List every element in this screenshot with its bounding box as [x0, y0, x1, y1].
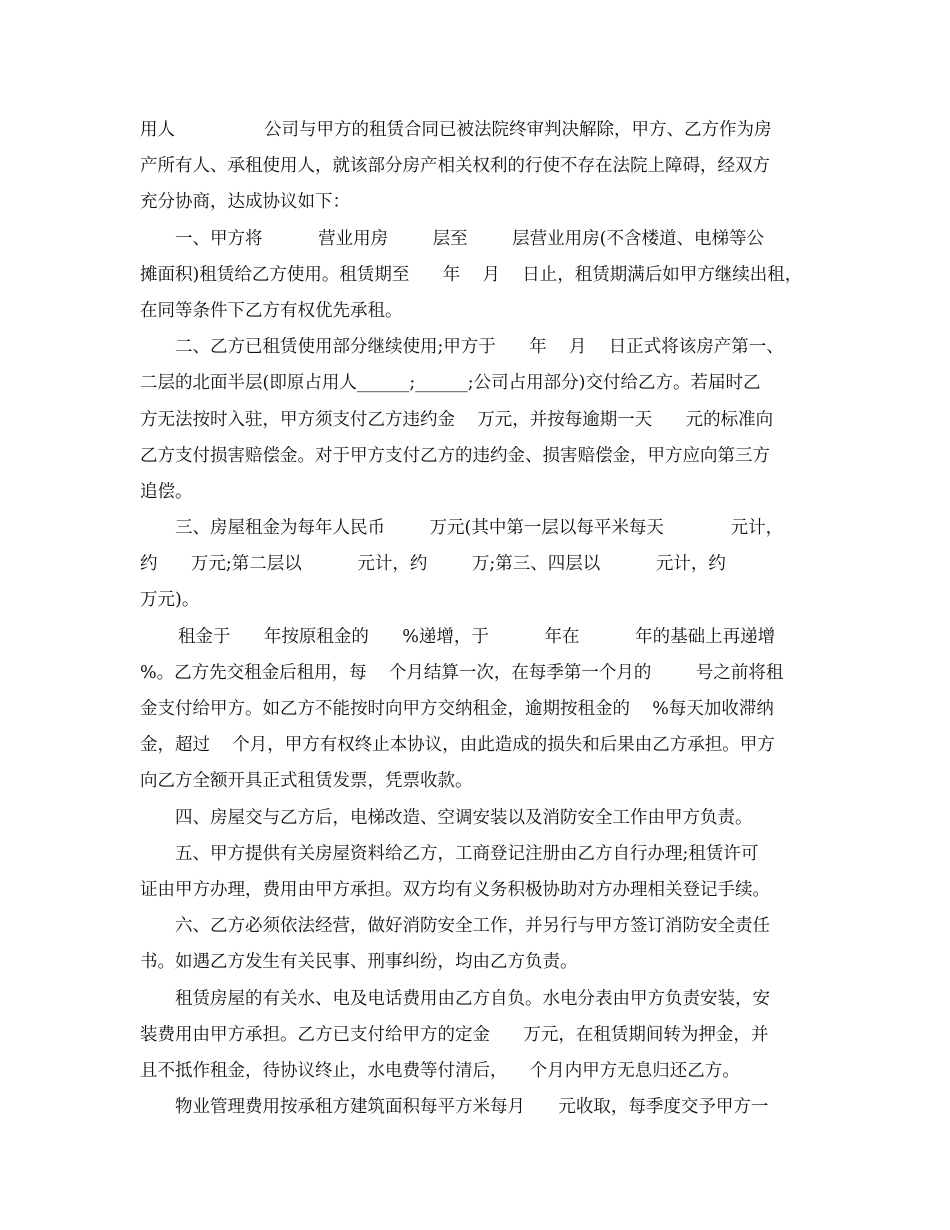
text-line: 一、甲方将 营业用房 层至 层营业用房(不含楼道、电梯等公	[175, 228, 764, 249]
text-line: 金，超过 个月，甲方有权终止本协议，由此造成的损失和后果由乙方承担。甲方	[140, 735, 775, 756]
text-line: 二、乙方已租赁使用部分继续使用;甲方于 年 月 日正式将该房产第一、	[175, 337, 784, 358]
text-line: 二层的北面半层(即原占用人______;______;公司占用部分)交付给乙方。若届时乙	[140, 373, 761, 394]
text-line: 乙方支付损害赔偿金。对于甲方支付乙方的违约金、损害赔偿金，甲方应向第三方	[140, 445, 770, 466]
text-line: 四、房屋交与乙方后，电梯改造、空调安装以及消防安全工作由甲方负责。	[175, 807, 753, 828]
text-line: 金支付给甲方。如乙方不能按时向甲方交纳租金，逾期按租金的 %每天加收滞纳	[140, 699, 774, 719]
text-line: 用人 公司与甲方的租赁合同已被法院终审判决解除，甲方、乙方作为房	[140, 120, 772, 140]
text-line: 证由甲方办理，费用由甲方承担。双方均有义务积极协助对方办理相关登记手续。	[140, 879, 770, 900]
text-line: 物业管理费用按承租方建筑面积每平方米每月 元收取，每季度交予甲方一	[175, 1097, 769, 1118]
text-line: 装费用由甲方承担。乙方已支付给甲方的定金 万元，在租赁期间转为押金，并	[140, 1024, 769, 1045]
text-line: 三、房屋租金为每年人民币 万元(其中第一层以每平米每天 元计，	[175, 518, 784, 539]
text-line: 六、乙方必须依法经营，做好消防安全工作，并另行与甲方签订消防安全责任	[175, 916, 770, 937]
document-body	[140, 112, 816, 1125]
text-line: 且不抵作租金，待协议终止，水电费等付清后， 个月内甲方无息归还乙方。	[140, 1060, 740, 1081]
text-line: 万元)。	[140, 590, 200, 611]
text-line: %。乙方先交租金后租用，每 个月结算一次，在每季第一个月的 号之前将租	[140, 662, 784, 683]
text-line: 租金于 年按原租金的 %递增，于 年在 年的基础上再递增	[178, 626, 776, 647]
text-line: 追偿。	[140, 481, 193, 502]
text-line: 向乙方全额开具正式租赁发票，凭票收款。	[140, 771, 473, 792]
text-line: 方无法按时入驻，甲方须支付乙方违约金 万元，并按每逾期一天 元的标准向	[140, 409, 774, 430]
text-line: 产所有人、承租使用人，就该部分房产相关权利的行使不存在法院上障碍，经双方	[140, 156, 770, 177]
text-line: 五、甲方提供有关房屋资料给乙方，工商登记注册由乙方自行办理;租赁许可	[175, 843, 759, 864]
text-line: 充分协商，达成协议如下：	[140, 192, 350, 213]
text-line: 书。如遇乙方发生有关民事、刑事纠纷，均由乙方负责。	[140, 952, 578, 973]
text-line: 摊面积)租赁给乙方使用。租赁期至 年 月 日止，租赁期满后如甲方继续出租，	[140, 264, 803, 285]
text-line: 约 万元;第二层以 元计，约 万;第三、四层以 元计，约	[140, 554, 726, 575]
text-line: 租赁房屋的有关水、电及电话费用由乙方自负。水电分表由甲方负责安装，安	[175, 988, 770, 1009]
text-line: 在同等条件下乙方有权优先承租。	[140, 300, 403, 321]
